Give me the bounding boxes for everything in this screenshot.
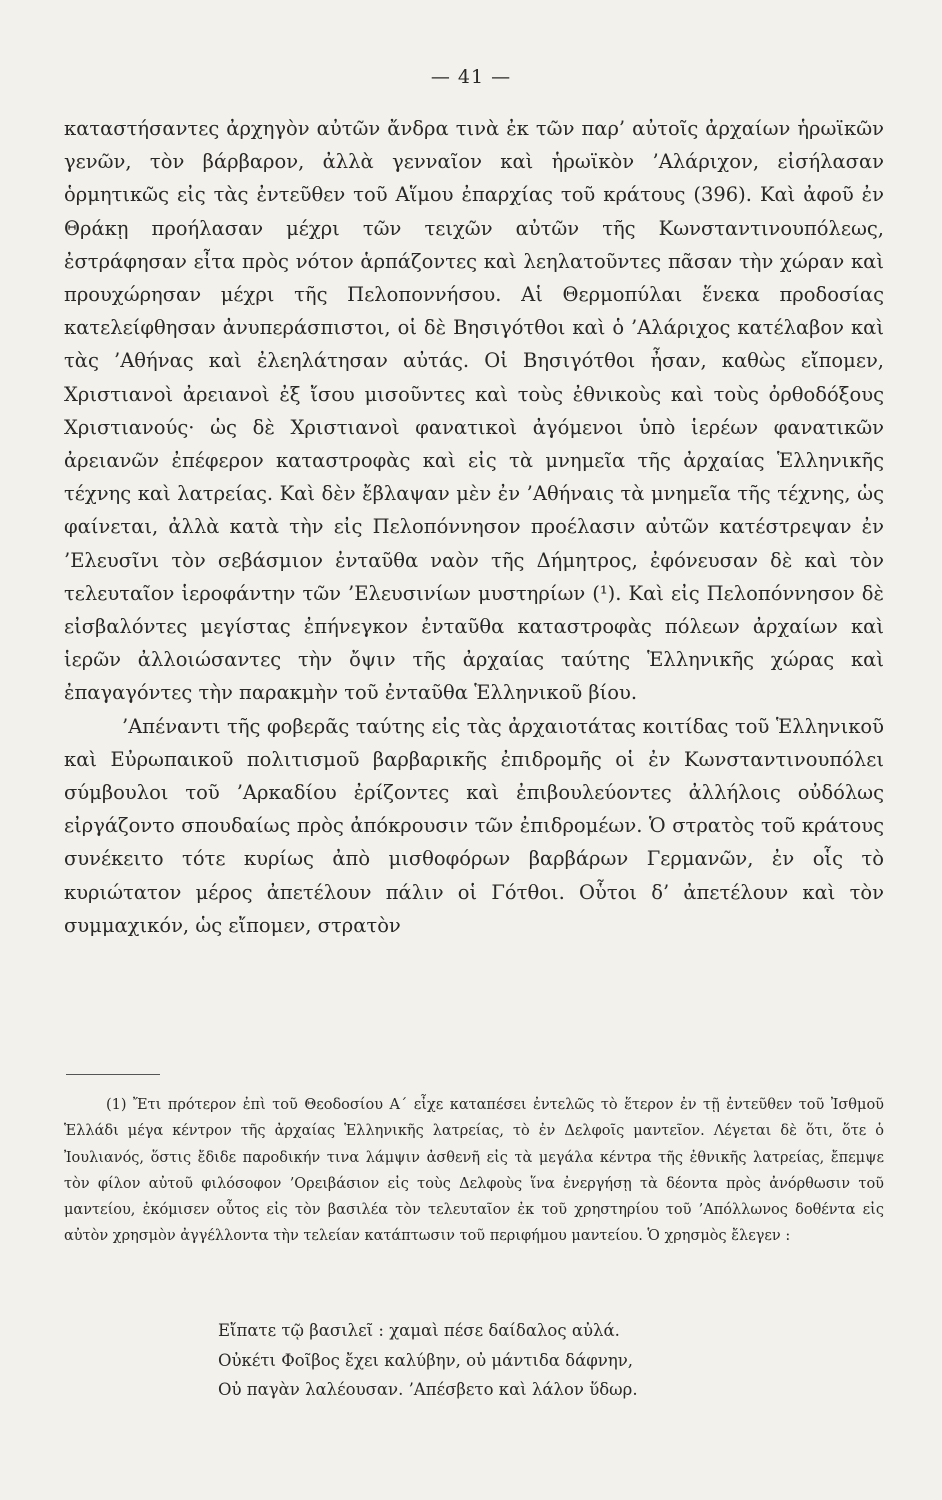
verse-line-2: Οὐκέτι Φοῖβος ἔχει καλύβην, οὐ μάντιδα δάφνην, xyxy=(218,1350,633,1370)
footnote-verse xyxy=(218,1316,858,1405)
footnote xyxy=(64,1092,884,1250)
footnote-text: (1) Ἔτι πρότερον ἐπὶ τοῦ Θεοδοσίου Α΄ εἶχε καταπέσει ἐντελῶς τὸ ἕτερον ἐν τῇ ἐντεῦθεν τοῦ Ἰσθμοῦ Ἑλλάδι μέγα κέντρον τῆς ἀρχαίας Ἑλληνικῆς λατρείας, τὸ ἐν Δελφοῖς μαντεῖον. Λέγεται δὲ ὅτι, ὅτε ὁ Ἰουλιανός, ὅστις ἔδιδε παροδικήν τινα λάμψιν ἀσθενῆ εἰς τὰ μεγάλα κέντρα τῆς ἐθνικῆς λατρείας, ἔπεμψε τὸν φίλον αὐτοῦ φιλόσοφον ’Ορειβάσιον εἰς τοὺς Δελφοὺς ἵνα ἐνεργήσῃ τὰ δέοντα πρὸς ἀνόρθωσιν τοῦ μαντείου, ἐκόμισεν οὗτος εἰς τὸν βασιλέα τὸν τελευταῖον ἐκ τοῦ χρηστηρίου τοῦ ’Απόλλωνος δοθέντα εἰς αὐτὸν χρησμὸν ἀγγέλλοντα τὴν τελείαν κατάπτωσιν τοῦ περιφήμου μαντείου. Ὁ χρησμὸς ἔλεγεν : xyxy=(64,1097,884,1245)
footnote-divider xyxy=(66,1074,160,1075)
main-text xyxy=(64,112,884,942)
verse-line-1: Εἴπατε τῷ βασιλεῖ : χαμαὶ πέσε δαίδαλος αὐλά. xyxy=(218,1321,620,1340)
paragraph-1: καταστήσαντες ἀρχηγὸν αὐτῶν ἄνδρα τινὰ ἐκ τῶν παρ’ αὐτοῖς ἀρχαίων ἡρωϊκῶν γενῶν, τὸν βάρβαρον, ἀλλὰ γενναῖον καὶ ἡρωϊκὸν ’Αλάριχον, εἰσήλασαν ὁρμητικῶς εἰς τὰς ἐντεῦθεν τοῦ Αἵμου ἐπαρχίας τοῦ κράτους (396). Καὶ ἀφοῦ ἐν Θράκῃ προήλασαν μέχρι τῶν τειχῶν αὐτῶν τῆς Κωνσταντινουπόλεως, ἐστράφησαν εἶτα πρὸς νότον ἁρπάζοντες καὶ λεηλατοῦντες πᾶσαν τὴν χώραν καὶ προυχώρησαν μέχρι τῆς Πελοποννήσου. Αἱ Θερμοπύλαι ἕνεκα προδοσίας κατελείφθησαν ἀνυπεράσπιστοι, οἱ δὲ Βησιγότθοι καὶ ὁ ’Αλάριχος κατέλαβον καὶ τὰς ’Αθήνας καὶ ἐλεηλάτησαν αὐτάς. Οἱ Βησιγότθοι ἦσαν, καθὼς εἴπομεν, Χριστιανοὶ ἀρειανοὶ ἐξ ἴσου μισοῦντες καὶ τοὺς ἐθνικοὺς καὶ τοὺς ὀρθοδόξους Χριστιανούς· ὡς δὲ Χριστιανοὶ φανατικοὶ ἀγόμενοι ὑπὸ ἱερέων φανατικῶν ἀρειανῶν ἐπέφερον καταστροφὰς καὶ εἰς τὰ μνημεῖα τῆς ἀρχαίας Ἑλληνικῆς τέχνης καὶ λατρείας. Καὶ δὲν ἔβλαψαν μὲν ἐν ’Αθήναις τὰ μνημεῖα τῆς τέχνης, ὡς φαίνεται, ἀλλὰ κατὰ τὴν εἰς Πελοπόννησον προέλασιν αὐτῶν κατέστρεψαν ἐν ’Ελευσῖνι τὸν σεβάσμιον ἐνταῦθα ναὸν τῆς Δήμητρος, ἐφόνευσαν δὲ καὶ τὸν τελευταῖον ἱεροφάντην τῶν ’Ελευσινίων μυστηρίων (¹). Καὶ εἰς Πελοπόννησον δὲ εἰσβαλόντες μεγίστας ἐπήνεγκον ἐνταῦθα καταστροφὰς πόλεων ἀρχαίων καὶ ἱερῶν ἀλλοιώσαντες τὴν ὄψιν τῆς ἀρχαίας ταύτης Ἑλληνικῆς χώρας καὶ ἐπαγαγόντες τὴν παρακμὴν τοῦ ἐνταῦθα Ἑλληνικοῦ βίου. xyxy=(64,117,884,705)
page-number: — 41 — xyxy=(430,66,512,88)
paragraph-2: ’Απέναντι τῆς φοβερᾶς ταύτης εἰς τὰς ἀρχαιοτάτας κοιτίδας τοῦ Ἑλληνικοῦ καὶ Εὐρωπαικοῦ πολιτισμοῦ βαρβαρικῆς ἐπιδρομῆς οἱ ἐν Κωνσταντινουπόλει σύμβουλοι τοῦ ’Αρκαδίου ἐρίζοντες καὶ ἐπιβουλεύοντες ἀλλήλοις οὐδόλως εἰργάζοντο σπουδαίως πρὸς ἀπόκρουσιν τῶν ἐπιδρομέων. Ὁ στρατὸς τοῦ κράτους συνέκειτο τότε κυρίως ἀπὸ μισθοφόρων βαρβάρων Γερμανῶν, ἐν οἷς τὸ κυριώτατον μέρος ἀπετέλουν πάλιν οἱ Γότθοι. Οὗτοι δ’ ἀπετέλουν καὶ τὸν συμμαχικόν, ὡς εἴπομεν, στρατὸν xyxy=(64,714,884,937)
verse-line-3: Οὐ παγὰν λαλέουσαν. ’Απέσβετο καὶ λάλον ὕδωρ. xyxy=(218,1380,638,1399)
